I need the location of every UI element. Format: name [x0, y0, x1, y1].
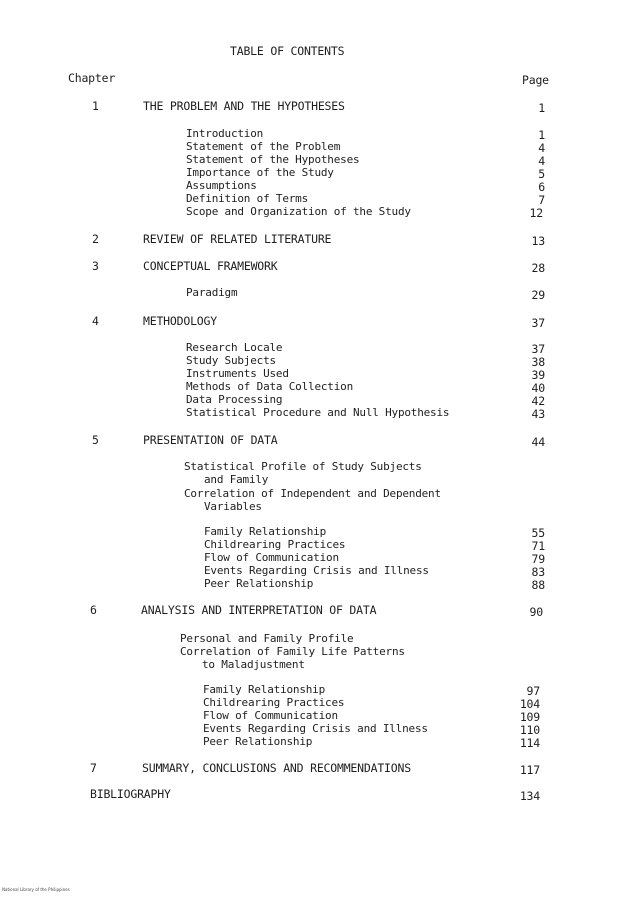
chapter-title: PRESENTATION OF DATA [143, 433, 278, 447]
section-page: 39 [531, 368, 545, 382]
chapter-title: CONCEPTUAL FRAMEWORK [143, 259, 278, 273]
subsection-title: Family Relationship [203, 683, 326, 696]
subsection-page: 110 [519, 723, 540, 737]
subsection-title: Peer Relationship [204, 577, 314, 590]
chapter-title: ANALYSIS AND INTERPRETATION OF DATA [141, 603, 377, 617]
section-page: 38 [531, 355, 545, 369]
chapter-page: 117 [519, 763, 540, 777]
section-page: 4 [538, 154, 545, 168]
subsection-title: Childrearing Practices [204, 538, 346, 551]
section-page: 7 [538, 193, 545, 207]
section-page: 40 [531, 381, 545, 395]
section-title: Instruments Used [186, 367, 289, 380]
subsection-page: 79 [531, 552, 545, 566]
subsection-page: 97 [526, 684, 540, 698]
chapter-number: 7 [90, 761, 97, 775]
section-title-continued: Variables [204, 500, 262, 513]
section-page: 6 [538, 180, 545, 194]
section-title-continued: and Family [204, 473, 269, 486]
section-title: Correlation of Independent and Dependent [184, 487, 441, 500]
page-title: TABLE OF CONTENTS [230, 44, 345, 58]
subsection-page: 88 [531, 578, 545, 592]
subsection-page: 83 [531, 565, 545, 579]
chapter-page: 90 [529, 605, 543, 619]
section-page: 43 [531, 407, 545, 421]
chapter-page: 44 [531, 435, 545, 449]
subsection-title: Flow of Communication [204, 551, 339, 564]
section-title: Methods of Data Collection [186, 380, 353, 393]
section-title: Statistical Profile of Study Subjects [184, 460, 422, 473]
section-title: Data Processing [186, 393, 283, 406]
section-title: Study Subjects [186, 354, 276, 367]
section-title: Importance of the Study [186, 166, 334, 179]
subsection-page: 55 [531, 526, 545, 540]
subsection-title: Peer Relationship [203, 735, 313, 748]
footer-stamp: National Library of the Philippines [2, 887, 70, 892]
chapter-number: 4 [92, 314, 99, 328]
chapter-page: 37 [531, 316, 545, 330]
section-page: 1 [538, 128, 545, 142]
subsection-title: Events Regarding Crisis and Illness [204, 564, 429, 577]
section-title: Scope and Organization of the Study [186, 205, 411, 218]
subsection-page: 71 [531, 539, 545, 553]
section-title: Paradigm [186, 286, 238, 299]
page-column-header: Page [522, 73, 549, 87]
chapter-number: 2 [92, 232, 99, 246]
chapter-page: 13 [531, 234, 545, 248]
chapter-title: REVIEW OF RELATED LITERATURE [143, 232, 332, 246]
section-page: 29 [531, 288, 545, 302]
chapter-page: 1 [538, 101, 545, 115]
section-page: 5 [538, 167, 545, 181]
subsection-title: Flow of Communication [203, 709, 338, 722]
section-page: 12 [529, 206, 543, 220]
chapter-number: 5 [92, 433, 99, 447]
subsection-page: 109 [519, 710, 540, 724]
subsection-title: Childrearing Practices [203, 696, 345, 709]
section-title: Statement of the Problem [186, 140, 341, 153]
subsection-page: 114 [519, 736, 540, 750]
bibliography-page: 134 [519, 789, 540, 803]
chapter-column-header: Chapter [68, 71, 116, 85]
section-title: Definition of Terms [186, 192, 309, 205]
section-title: Introduction [186, 127, 264, 140]
section-title: Statement of the Hypotheses [186, 153, 360, 166]
section-title-continued: to Maladjustment [202, 658, 305, 671]
section-title: Assumptions [186, 179, 257, 192]
section-title: Correlation of Family Life Patterns [180, 645, 405, 658]
chapter-title: THE PROBLEM AND THE HYPOTHESES [143, 99, 345, 113]
chapter-page: 28 [531, 261, 545, 275]
section-title: Personal and Family Profile [180, 632, 354, 645]
chapter-title: SUMMARY, CONCLUSIONS AND RECOMMENDATIONS [142, 761, 411, 775]
subsection-title: Events Regarding Crisis and Illness [203, 722, 428, 735]
subsection-title: Family Relationship [204, 525, 327, 538]
section-page: 37 [531, 342, 545, 356]
chapter-number: 1 [92, 99, 99, 113]
subsection-page: 104 [519, 697, 540, 711]
chapter-number: 3 [92, 259, 99, 273]
bibliography-title: BIBLIOGRAPHY [90, 787, 171, 801]
section-title: Statistical Procedure and Null Hypothesis [186, 406, 450, 419]
chapter-title: METHODOLOGY [143, 314, 217, 328]
section-page: 42 [531, 394, 545, 408]
section-page: 4 [538, 141, 545, 155]
chapter-number: 6 [90, 603, 97, 617]
section-title: Research Locale [186, 341, 283, 354]
